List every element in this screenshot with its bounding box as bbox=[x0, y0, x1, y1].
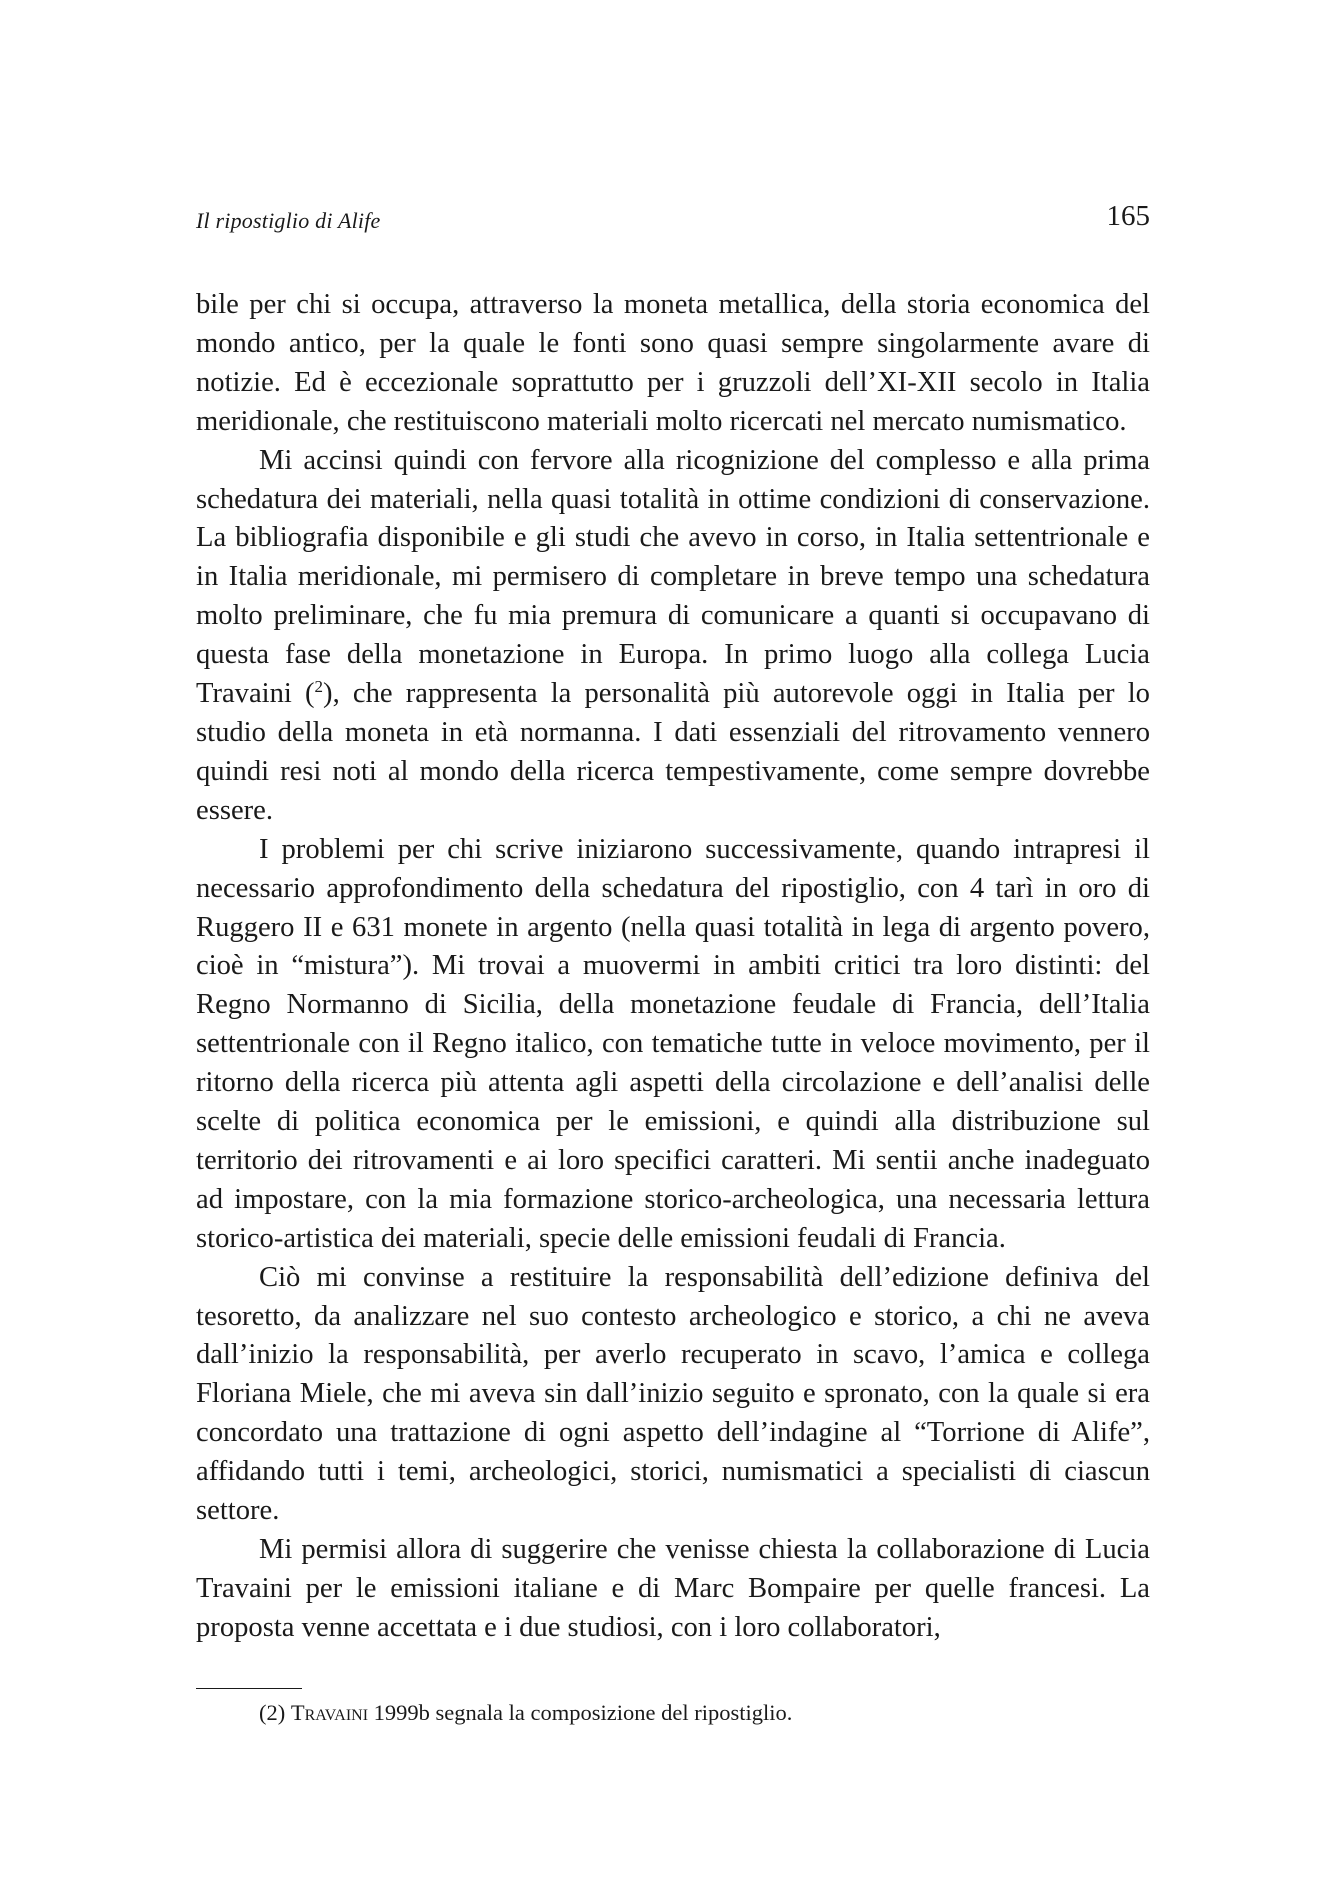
footnote-author: Travaini bbox=[290, 1700, 369, 1725]
paragraph-4: Ciò mi convinse a restituire la responsabilità dell’edizione definiva del tesoretto, da analizzare nel suo contesto archeologico e storico, a chi ne aveva dall’inizio la responsabilità, per averlo recuperato in scavo, l’amica e collega Floriana Miele, che mi aveva sin dall’inizio seguito e spronato, con la quale si era concordato una trattazione di ogni aspetto dell’indagine al “Torrione di Alife”, affidando tutti i temi, archeologici, storici, numismatici a specialisti di ciascun settore. bbox=[196, 1261, 1150, 1527]
page-body bbox=[196, 200, 1150, 1648]
main-text bbox=[196, 286, 1150, 1648]
footnote-divider bbox=[196, 1688, 302, 1689]
footnote-reference: 2 bbox=[314, 677, 324, 697]
footnote bbox=[259, 1698, 792, 1728]
footnote-number: (2) bbox=[259, 1700, 286, 1725]
footnote-text: 1999b segnala la composizione del ripostiglio. bbox=[373, 1700, 793, 1725]
paragraph-3: I problemi per chi scrive iniziarono successivamente, quando intrapresi il necessario approfondimento della schedatura del ripostiglio, con 4 tarì in oro di Ruggero II e 631 monete in argento (nella quasi totalità in lega di argento povero, cioè in “mistura”). Mi trovai a muovermi in ambiti critici tra loro distinti: del Regno Normanno di Sicilia, della monetazione feudale di Francia, dell’Italia settentrionale con il Regno italico, con tematiche tutte in veloce movimento, per il ritorno della ricerca più attenta agli aspetti della circolazione e dell’analisi delle scelte di politica economica per le emissioni, e quindi alla distribuzione sul territorio dei ritrovamenti e ai loro specifici caratteri. Mi sentii anche inadeguato ad impostare, con la mia formazione storico-archeologica, una necessaria lettura storico-artistica dei materiali, specie delle emissioni feudali di Francia. bbox=[196, 833, 1150, 1254]
page-number: 165 bbox=[1106, 200, 1150, 232]
paragraph-2-text-before-note: Mi accinsi quindi con fervore alla ricognizione del complesso e alla prima schedatura dei materiali, nella quasi totalità in ottime condizioni di conservazione. La bibliografia disponibile e gli studi che avevo in corso, in Italia settentrionale e in Italia meridionale, mi permisero di completare in breve tempo una schedatura molto preliminare, che fu mia premura di comunicare a quanti si occupavano di questa fase della monetazione in Europa. In primo luogo alla collega Lucia Travaini ( bbox=[196, 444, 1150, 710]
paragraph-2-text-after-note: ), che rappresenta la personalità più autorevole oggi in Italia per lo studio della moneta in età normanna. I dati essenziali del ritrovamento vennero quindi resi noti al mondo della ricerca tempestivamente, come sempre dovrebbe essere. bbox=[196, 678, 1150, 826]
paragraph-2 bbox=[196, 442, 1150, 831]
running-title: Il ripostiglio di Alife bbox=[196, 208, 381, 233]
running-header bbox=[196, 200, 1150, 240]
paragraph-5: Mi permisi allora di suggerire che venisse chiesta la collaborazione di Lucia Travaini per le emissioni italiane e di Marc Bompaire per quelle francesi. La proposta venne accettata e i due studiosi, con i loro collaboratori, bbox=[196, 1534, 1150, 1643]
paragraph-1: bile per chi si occupa, attraverso la moneta metallica, della storia economica del mondo antico, per la quale le fonti sono quasi sempre singolarmente avare di notizie. Ed è eccezionale soprattutto per i gruzzoli dell’XI-XII secolo in Italia meridionale, che restituiscono materiali molto ricercati nel mercato numismatico. bbox=[196, 289, 1150, 437]
